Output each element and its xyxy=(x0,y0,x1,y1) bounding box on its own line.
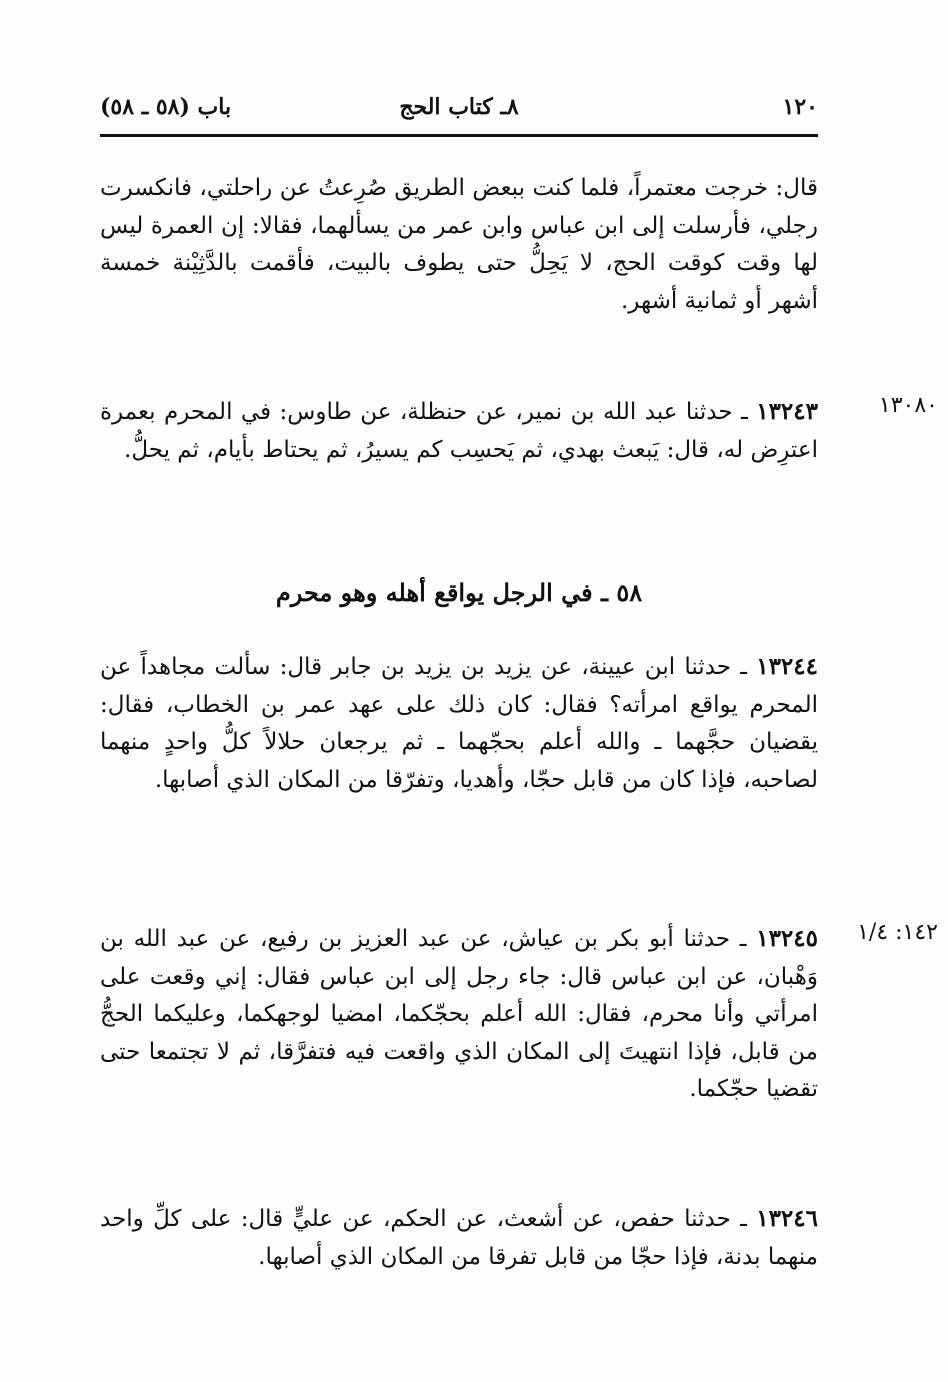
hadith-paragraph xyxy=(100,648,818,799)
hadith-paragraph xyxy=(100,1200,818,1276)
margin-reference: ١٤٢: ١/٤ xyxy=(857,920,938,945)
paragraph-text: ـ حدثنا ابن عيينة، عن يزيد بن يزيد بن جابر قال: سألت مجاهداً عن المحرم يواقع امرأته؟ فقال: كان ذلك على عهد عمر بن الخطاب، فقال: يقضيان حجَّهما ـ والله أعلم بحجّهما ـ ثم يرجعان حلالاً كلُّ واحدٍ منهما لصاحبه، فإذا كان من قابل حجّا، وأهديا، وتفرّقا من المكان الذي أصابها. xyxy=(100,654,818,793)
hadith-paragraph xyxy=(100,393,818,469)
section-heading: ٥٨ ـ في الرجل يواقع أهله وهو محرم xyxy=(275,578,643,607)
hadith-number: ١٣٢٤٤ xyxy=(756,653,818,680)
hadith-number: ١٣٢٤٥ xyxy=(756,925,818,952)
paragraph-text: ـ حدثنا حفص، عن أشعث، عن الحكم، عن عليٍّ قال: على كلِّ واحد منهما بدنة، فإذا حجّا من قابل تفرقا من المكان الذي أصابها. xyxy=(100,1206,818,1270)
hadith-paragraph xyxy=(100,920,818,1109)
book-title: ٨ـ كتاب الحج xyxy=(399,94,519,120)
hadith-number: ١٣٢٤٣ xyxy=(756,398,818,425)
header-divider xyxy=(100,134,818,137)
paragraph-continuation xyxy=(100,170,818,320)
margin-reference: ١٣٠٨٠ xyxy=(878,393,938,418)
paragraph-text: ـ حدثنا عبد الله بن نمير، عن حنظلة، عن طاوس: في المحرم بعمرة اعترِض له، قال: يَبعث بهدي، ثم يَحسِب كم يسيرُ، ثم يحتاط بأيام، ثم يحلُّ. xyxy=(100,399,818,463)
page-number: ١٢٠ xyxy=(782,94,818,120)
paragraph-text: ـ حدثنا أبو بكر بن عياش، عن عبد العزيز بن رفيع، عن عبد الله بن وَهْبان، عن ابن عباس قال: جاء رجل إلى ابن عباس فقال: إني وقعت على امرأتي وأنا محرم، فقال: الله أعلم بحجّكما، امضيا لوجهكما، وعليكما الحجُّ من قابل، فإذا انتهيتَ إلى المكان الذي واقعت فيه فتفرَّقا، ثم لا تجتمعا حتى تقضيا حجّكما. xyxy=(100,926,818,1102)
hadith-number: ١٣٢٤٦ xyxy=(756,1205,818,1232)
paragraph-text: قال: خرجت معتمراً، فلما كنت ببعض الطريق صُرِعتُ عن راحلتي، فانكسرت رجلي، فأرسلت إلى ابن عباس وابن عمر من يسألهما، فقالا: إن العمرة ليس لها وقت كوقت الحج، لا يَحِلُّ حتى يطوف بالبيت، فأقمت بالدَّثِيْنة خمسة أشهر أو ثمانية أشهر. xyxy=(100,175,818,314)
page-header xyxy=(100,92,818,132)
chapter-range: باب (٥٨ ـ ٥٨) xyxy=(100,94,232,120)
